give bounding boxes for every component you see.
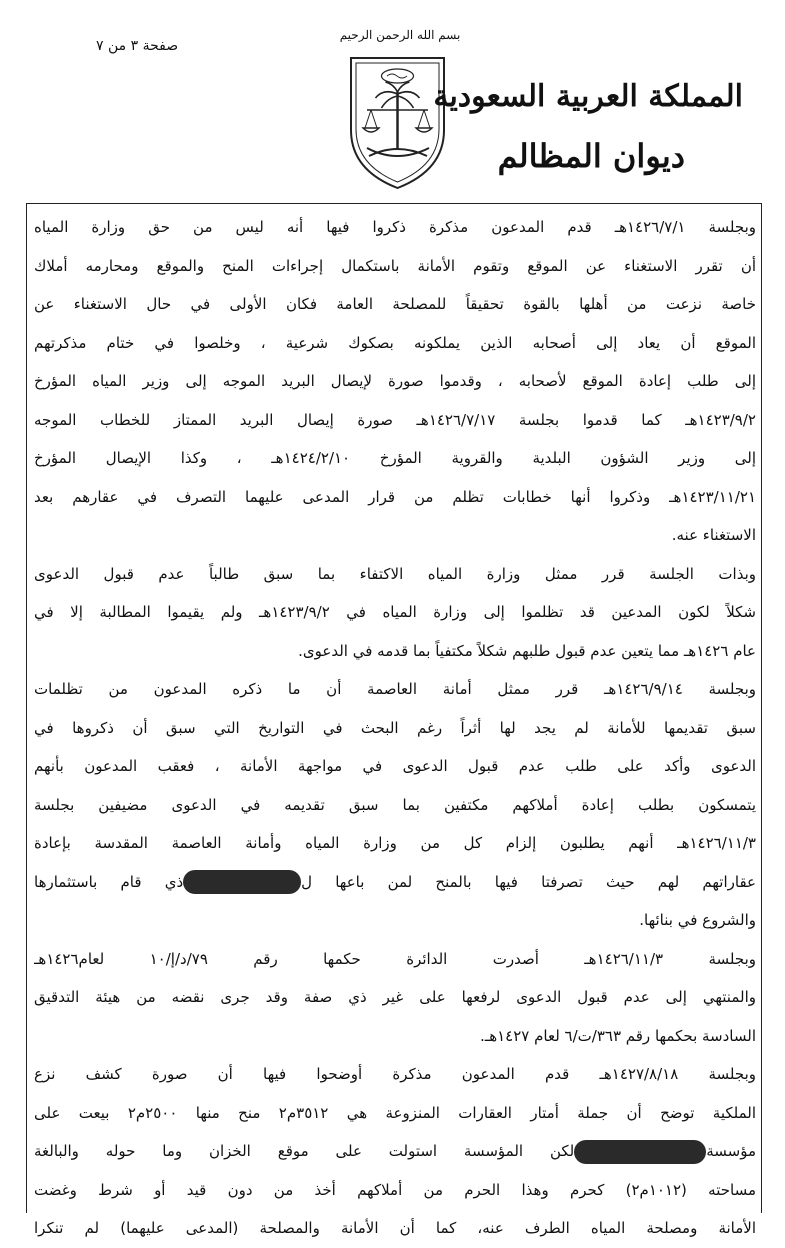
body-line: وبجلسة ١٤٢٦/٧/١هـ قدم المدعون مذكرة ذكروا فيها أنه ليس من حق وزارة المياه	[34, 218, 756, 236]
body-line: ١٤٢٣/٩/٢هـ كما قدموا بجلسة ١٤٢٦/٧/١٧هـ صورة إيصال البريد الممتاز للخطاب الموجه	[34, 410, 756, 429]
kingdom-name-heading: المملكة العربية السعودية	[433, 79, 743, 114]
body-line-segment: ذي قام باستثمارها	[34, 872, 184, 891]
body-line	[34, 1132, 756, 1171]
court-emblem-icon	[345, 52, 450, 192]
body-line: خاصة نزعت من أهلها بالقوة تحقيقاً للمصلحة العامة فكان الأولى في حال الاستغناء عن	[34, 295, 756, 313]
body-line: وبجلسة ١٤٢٦/٩/١٤هـ قرر ممثل أمانة العاصمة أن ما ذكره المدعون من تظلمات	[34, 680, 756, 698]
body-line: الأمانة ومصلحة المياه الطرف عنه، كما أن الأمانة والمصلحة (المدعى عليهما) لم تنكرا	[34, 1219, 756, 1237]
page-number: صفحة ٣ من ٧	[96, 38, 179, 54]
body-line: السادسة بحكمها رقم ٣٦٣/ت/٦ لعام ١٤٢٧هـ.	[480, 1026, 756, 1045]
body-line-segment: لكن المؤسسة استولت على موقع الخزان وما حوله والبالغة	[34, 1142, 575, 1160]
body-line: مساحته (١٠١٢م٢) كحرم وهذا الحرم من أملاكهم أخذ من دون قيد أو شرط وغضت	[34, 1180, 756, 1199]
body-line: يتمسكون بطلب إعادة أملاكهم مكتفين بما سبق تقديمه في الدعوى مضيفين بجلسة	[34, 795, 756, 814]
body-line: وبذات الجلسة قرر ممثل وزارة المياه الاكتفاء بما سبق طالباً عدم قبول الدعوى	[34, 564, 756, 583]
body-line: سبق تقديمها للأمانة لم يجد لها أثراً رغم البحث في التواريخ التي سبق أن ذكروها في	[34, 718, 756, 737]
body-line: والشروع في بنائها.	[639, 911, 756, 929]
document-body	[34, 208, 756, 1248]
body-line: عام ١٤٢٦هـ مما يتعين عدم قبول طلبهم شكلاً مكتفياً بما قدمه في الدعوى.	[298, 641, 756, 660]
body-line: إلى وزير الشؤون البلدية والقروية المؤرخ ١٤٢٤/٢/١٠هـ ، وكذا الإيصال المؤرخ	[34, 449, 756, 467]
body-line: ١٤٢٣/١١/٢١هـ وذكروا أنها خطابات تظلم من قرار المدعى عليهما التصرف في عقارهم بعد	[34, 487, 756, 506]
board-of-grievances-heading: ديوان المظالم	[497, 137, 685, 175]
body-line: الموقع أن يعاد إلى أصحابه الذين يملكونه بصكوك شرعية ، وخلصوا في ختام مذكرتهم	[34, 333, 756, 352]
body-line: الملكية توضح أن جملة أمتار العقارات المنزوعة هي ٣٥١٢م٢ منح منها ٢٥٠٠م٢ بيعت على	[34, 1103, 756, 1122]
body-line: والمنتهي إلى عدم قبول الدعوى لرفعها على غير ذي صفة وقد جرى نقضه من هيئة التدقيق	[34, 988, 756, 1006]
redaction-mark	[183, 870, 301, 894]
body-line: الدعوى وأكد على طلب عدم قبول الدعوى في مواجهة الأمانة ، فعقب المدعون بأنهم	[34, 757, 756, 775]
body-line: وبجلسة ١٤٢٦/١١/٣هـ أصدرت الدائرة حكمها رقم ٧٩/د/إ/١٠ لعام١٤٢٦هـ	[34, 949, 756, 968]
body-line: الاستغناء عنه.	[671, 526, 756, 544]
basmala-heading: بسم الله الرحمن الرحيم	[339, 28, 461, 42]
body-line: شكلاً لكون المدعين قد تظلموا إلى وزارة المياه في ١٤٢٣/٩/٢هـ ولم يقيموا المطالبة إلا في	[34, 603, 756, 621]
body-line: ١٤٢٦/١١/٣هـ أنهم يطلبون إلزام كل من وزارة المياه وأمانة العاصمة المقدسة بإعادة	[34, 834, 756, 852]
body-line-segment: مؤسسة	[706, 1142, 756, 1160]
body-line: إلى طلب إعادة الموقع لأصحابه ، وقدموا صورة لإيصال البريد الموجه إلى وزير المياه المؤرخ	[34, 372, 756, 390]
body-line-segment: عقاراتهم لهم حيث تصرفتا فيها بالمنح لمن باعها ل	[301, 872, 756, 891]
body-line	[34, 863, 756, 902]
redaction-mark	[574, 1140, 706, 1164]
body-line: وبجلسة ١٤٢٧/٨/١٨هـ قدم المدعون مذكرة أوضحوا فيها أن صورة كشف نزع	[34, 1065, 756, 1083]
body-line: أن تقرر الاستغناء عن الموقع وتقوم الأمانة باستكمال إجراءات المنح والموقع ومحارمه أملاك	[34, 256, 756, 275]
